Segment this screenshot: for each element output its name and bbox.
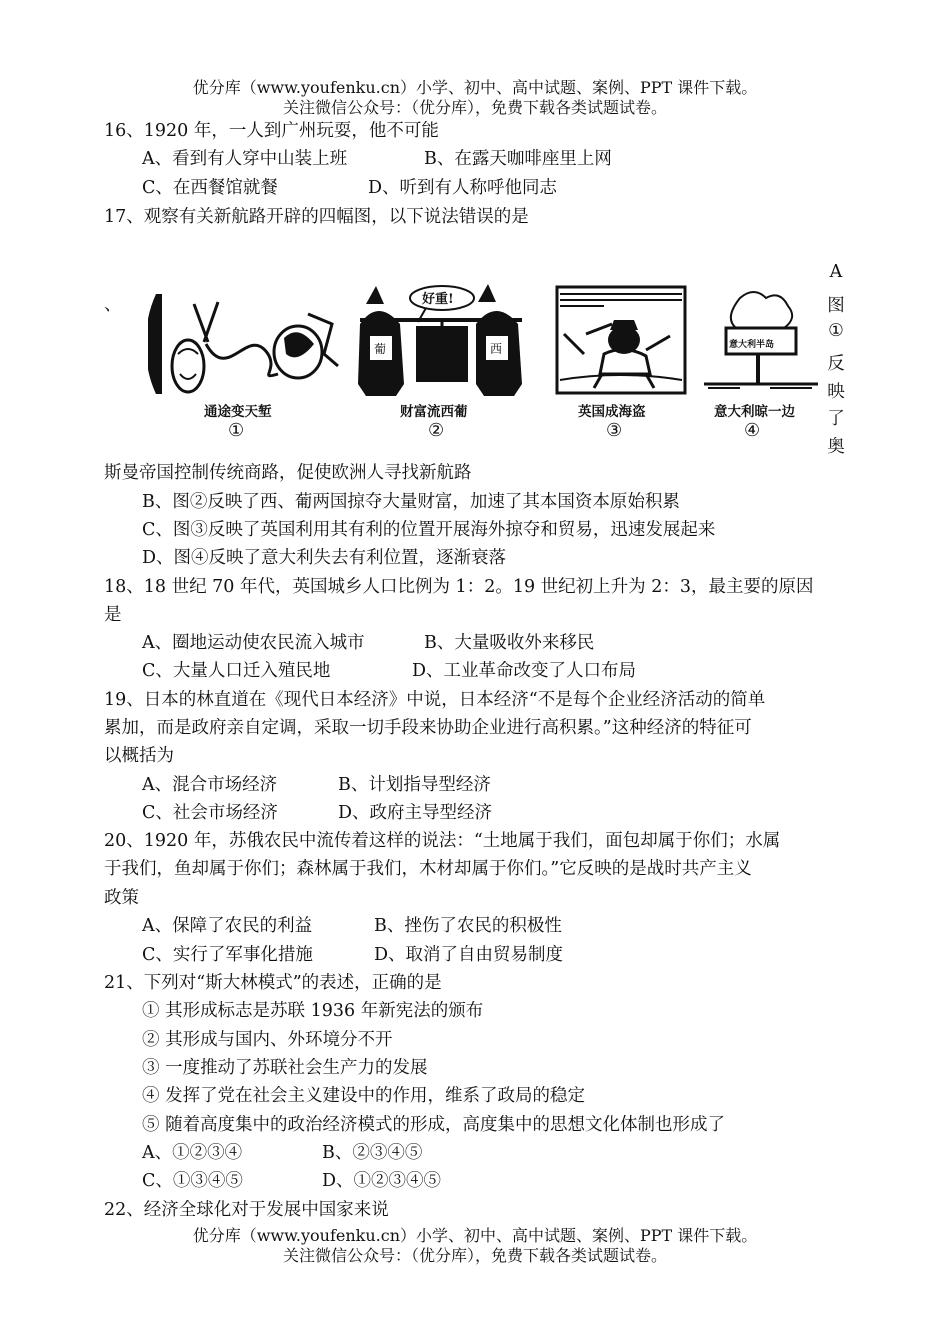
q18-option-b: B、大量吸收外来移民 — [424, 633, 595, 653]
q19-stem-line3: 以概括为 — [104, 746, 174, 766]
q19-option-a: A、混合市场经济 — [142, 775, 278, 795]
q21-statement-1: ① 其形成标志是苏联 1936 年新宪法的颁布 — [142, 1001, 484, 1021]
q16-options-row1 — [142, 148, 612, 170]
q18-options-row2 — [142, 660, 636, 682]
q20-option-c: C、实行了军事化措施 — [142, 945, 313, 965]
figure-2-caption: 财富流西葡 — [400, 404, 468, 420]
figure-3-drawing — [554, 284, 688, 398]
q20-option-d: D、取消了自由贸易制度 — [374, 945, 564, 965]
q21-option-a: A、①②③④ — [142, 1143, 243, 1163]
q21-statement-3: ③ 一度推动了苏联社会生产力的发展 — [142, 1058, 428, 1078]
page-footer-line2: 关注微信公众号：（优分库），免费下载各类试题试卷。 — [282, 1246, 667, 1265]
q21-stem: 21、下列对“斯大林模式”的表述，正确的是 — [104, 973, 442, 993]
q16-option-d: D、听到有人称呼他同志 — [368, 178, 558, 198]
figure-3-number: ③ — [606, 420, 623, 441]
figure-1-caption: 通途变天堑 — [204, 404, 272, 420]
figure-4-number: ④ — [744, 420, 761, 441]
q19-options-row1 — [142, 774, 491, 796]
q17-stem: 17、观察有关新航路开辟的四幅图，以下说法错误的是 — [104, 207, 529, 227]
q21-statement-4: ④ 发挥了党在社会主义建设中的作用，维系了政局的稳定 — [142, 1086, 586, 1106]
q20-options-row2 — [142, 944, 563, 966]
figure-4-sign-text: 意大利半岛 — [729, 340, 775, 350]
q20-options-row1 — [142, 915, 562, 937]
q17-option-a-vertical-char: 图 — [827, 296, 845, 316]
q16-options-row2 — [142, 177, 557, 199]
q19-options-row2 — [142, 802, 492, 824]
q17-option-c: C、图③反映了英国利用其有利的位置开展海外掠夺和贸易，迅速发展起来 — [142, 520, 716, 540]
q21-options-row1 — [142, 1142, 422, 1164]
q21-option-d: D、①②③④⑤ — [322, 1171, 442, 1191]
figure-1-drawing — [148, 284, 348, 404]
figure-2-number: ② — [428, 420, 445, 441]
q17-option-a-vertical-char: 奥 — [827, 437, 845, 457]
q20-stem-line1: 20、1920 年，苏俄农民中流传着这样的说法：“土地属于我们，面包却属于你们；水属 — [104, 831, 781, 851]
q21-option-b: B、②③④⑤ — [322, 1143, 423, 1163]
q20-option-b: B、挫伤了农民的积极性 — [374, 916, 562, 936]
q21-statement-5: ⑤ 随着高度集中的政治经济模式的形成，高度集中的思想文化体制也形成了 — [142, 1115, 726, 1135]
figure-3-cartoon — [554, 284, 688, 444]
q17-option-d: D、图④反映了意大利失去有利位置，逐渐衰落 — [142, 548, 507, 568]
q17-option-a-vertical-char: 映 — [827, 382, 845, 402]
page-footer-line1: 优分库（www.youfenku.cn）小学、初中、高中试题、案例、PPT 课件下载。 — [192, 1226, 758, 1245]
q17-option-a-vertical-char: 反 — [827, 354, 845, 374]
q22-stem: 22、经济全球化对于发展中国家来说 — [104, 1200, 389, 1220]
q17-option-a-vertical-char: A — [829, 262, 843, 282]
q17-stray-mark: 、 — [104, 295, 122, 315]
q17-option-a-vertical-char: 了 — [827, 409, 845, 429]
q17-option-b: B、图②反映了西、葡两国掠夺大量财富，加速了其本国资本原始积累 — [142, 492, 680, 512]
q16-stem: 16、1920 年，一人到广州玩耍，他不可能 — [104, 121, 439, 141]
page-header-line1: 优分库（www.youfenku.cn）小学、初中、高中试题、案例、PPT 课件下载。 — [192, 78, 758, 97]
q21-options-row2 — [142, 1170, 441, 1192]
q16-option-b: B、在露天咖啡座里上网 — [424, 149, 612, 169]
figure-2-speech-bubble: 好重! — [422, 292, 454, 307]
q18-option-a: A、圈地运动使农民流入城市 — [142, 633, 365, 653]
figure-4-caption: 意大利晾一边 — [714, 404, 795, 420]
q18-stem-line1: 18、18 世纪 70 年代，英国城乡人口比例为 1：2。19 世纪初上升为 2：3，最主要的原因 — [104, 577, 814, 597]
figure-2-bag-label-left: 葡 — [374, 342, 387, 356]
q20-stem-line3: 政策 — [104, 888, 139, 908]
q18-option-c: C、大量人口迁入殖民地 — [142, 661, 331, 681]
q21-option-c: C、①③④⑤ — [142, 1171, 243, 1191]
q17-option-a-continued: 斯曼帝国控制传统商路，促使欧洲人寻找新航路 — [104, 463, 472, 483]
q19-stem-line2: 累加，而是政府亲自定调，采取一切手段来协助企业进行高积累。”这种经济的特征可 — [104, 718, 752, 738]
q18-options-row1 — [142, 632, 594, 654]
figure-4-cartoon — [700, 284, 822, 444]
q16-option-c: C、在西餐馆就餐 — [142, 178, 278, 198]
q16-option-a: A、看到有人穿中山装上班 — [142, 149, 348, 169]
figure-1-cartoon — [148, 284, 348, 444]
figure-3-caption: 英国成海盗 — [578, 404, 646, 420]
q17-option-a-vertical-char: ① — [828, 321, 844, 341]
q20-stem-line2: 于我们，鱼却属于你们；森林属于我们，木材却属于你们。”它反映的是战时共产主义 — [104, 859, 752, 879]
q19-stem-line1: 19、日本的林直道在《现代日本经济》中说，日本经济“不是每个企业经济活动的简单 — [104, 690, 766, 710]
figure-2-bag-label-right: 西 — [490, 342, 503, 356]
q18-option-d: D、工业革命改变了人口布局 — [412, 661, 637, 681]
figure-2-cartoon — [356, 284, 526, 444]
page-header-line2: 关注微信公众号：（优分库），免费下载各类试题试卷。 — [282, 98, 667, 117]
q20-option-a: A、保障了农民的利益 — [142, 916, 313, 936]
q19-option-b: B、计划指导型经济 — [338, 775, 491, 795]
q19-option-d: D、政府主导型经济 — [338, 803, 493, 823]
q18-stem-line2: 是 — [104, 605, 122, 625]
figure-1-number: ① — [228, 420, 245, 441]
q21-statement-2: ② 其形成与国内、外环境分不开 — [142, 1030, 393, 1050]
q19-option-c: C、社会市场经济 — [142, 803, 278, 823]
